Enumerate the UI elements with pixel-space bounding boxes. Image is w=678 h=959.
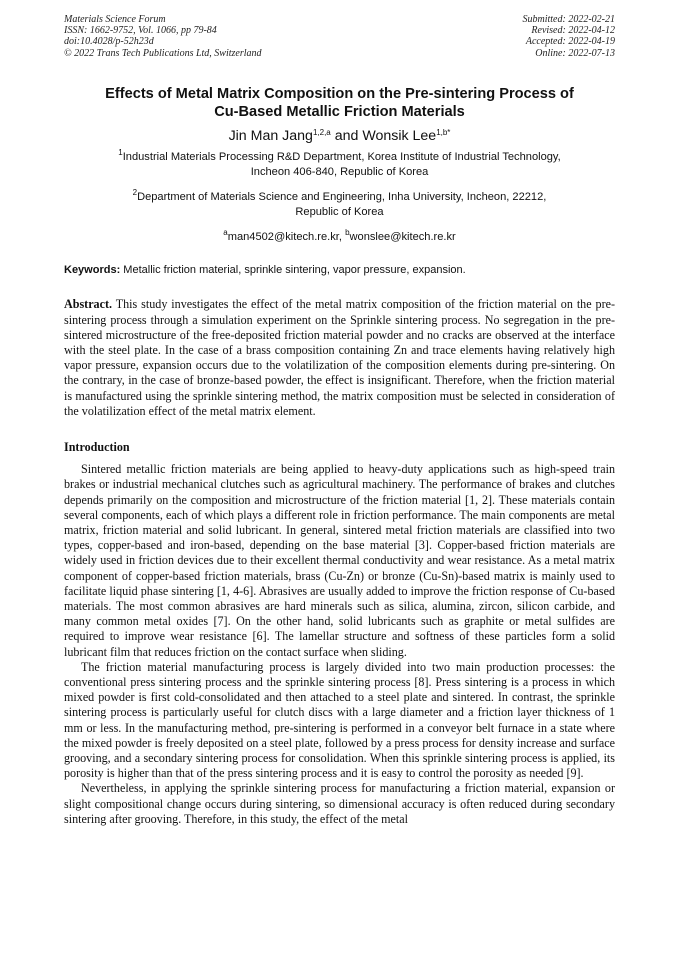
paper-title <box>64 85 615 121</box>
author-1-affiliation-mark: 1,2,a <box>312 127 331 137</box>
journal-header <box>64 14 615 59</box>
abstract-section <box>64 297 615 419</box>
doi: doi:10.4028/p-52h23d <box>64 36 154 48</box>
email-1[interactable]: man4502@kitech.re.kr <box>227 230 339 243</box>
keywords-text: Metallic friction material, sprinkle sintering, vapor pressure, expansion. <box>120 264 466 277</box>
submission-dates <box>523 14 616 59</box>
email-1-mark: a <box>223 227 228 237</box>
email-2-mark: b <box>345 227 350 237</box>
submitted-date: Submitted: 2022-02-21 <box>522 14 615 25</box>
affiliation-2-line-2: Republic of Korea <box>295 206 384 219</box>
author-list <box>64 127 615 145</box>
affiliation-2-text-1: Department of Materials Science and Engineering, Inha University, Incheon, 22212, <box>137 190 547 203</box>
accepted-date: Accepted: 2022-04-19 <box>525 36 615 48</box>
author-2-name: Wonsik Lee <box>362 127 437 144</box>
abstract-text: This study investigates the effect of the metal matrix composition of the friction material on the pre-sintering process through a simulation experiment on the Sprinkle sintering process. No segregation in the pre-sintered microstructure of the free-deposited friction material powder and no cracks are observed at the interface with the steel plate. In the case of a brass composition containing Zn and trace elements having relatively high vapor pressure, expansion occurs due to the volatilization of the composition elements during pre-sintering. On the contrary, in the case of bronze-based powder, the effect is insignificant. Therefore, when the friction material is manufactured using the sprinkle sintering method, the matrix composition must be selected in consideration of the volatilization effect of the metal matrix element. <box>64 297 615 418</box>
affiliation-1 <box>64 147 615 181</box>
affiliation-1-mark: 1 <box>118 147 123 157</box>
title-line-1: Effects of Metal Matrix Composition on the Pre-sintering Process of <box>105 85 574 102</box>
revised-date: Revised: 2022-04-12 <box>531 25 615 37</box>
introduction-paragraph-2: The friction material manufacturing process is largely divided into two main production processes: the conventional press sintering process and the sprinkle sintering process [8]. Press sintering is a process in which mixed powder is first cold-consolidated and then attached to a steel plate and sintered. In contrast, the sprinkle sintering process is particularly useful for clutch discs with a large diameter and a friction layer thickness of 1 mm or less. In the manufacturing method, pre-sintering is performed in a conveyor belt furnace in a state where the mixed powder is freely deposited on a steel plate, followed by a press process for density increase and surface grooving, and a secondary sintering process for consolidation. When this sprinkle sintering process is applied, its porosity is higher than that of the press sintering process and it is easy to control the porosity as needed [9]. <box>64 659 615 781</box>
author-emails <box>64 227 615 246</box>
keywords-section <box>64 263 615 278</box>
affiliation-2-line-1 <box>64 187 615 206</box>
issn-volume: ISSN: 1662-9752, Vol. 1066, pp 79-84 <box>64 25 217 37</box>
author-1-name: Jin Man Jang <box>228 127 313 144</box>
journal-name: Materials Science Forum <box>64 14 166 25</box>
title-line-2: Cu-Based Metallic Friction Materials <box>214 103 465 120</box>
keywords-label: Keywords: <box>64 264 121 277</box>
author-connector: and <box>330 127 363 144</box>
affiliation-1-line-2: Incheon 406-840, Republic of Korea <box>250 166 429 179</box>
introduction-paragraph-3: Nevertheless, in applying the sprinkle sintering process for manufacturing a friction material, expansion or slight compositional change occurs during sintering, so dimensional accuracy is often reduced during secondary sintering after grooving. Therefore, in this study, the effect of the metal <box>64 781 615 826</box>
publication-info <box>64 14 262 59</box>
introduction-heading: Introduction <box>64 439 130 454</box>
online-date: Online: 2022-07-13 <box>535 47 615 59</box>
author-2-affiliation-mark: 1,b* <box>436 127 451 137</box>
affiliation-1-line-1 <box>64 147 615 166</box>
introduction-paragraph-1: Sintered metallic friction materials are being applied to heavy-duty applications such as high-speed train brakes or industrial mechanical clutches such as agricultural machinery. The performance of brakes and clutches depends primarily on the composition and microstructure of the friction material [1, 2]. These materials contain several components, each of which plays a different role in friction performance. The main components are metal matrix, friction material and solid lubricant. In general, sintered metal friction materials are classified into two types, copper-based and iron-based, depending on the base material [3]. Copper-based friction materials are widely used in friction devices due to their excellent thermal conductivity and wear resistance. As a metal matrix component of copper-based friction materials, brass (Cu-Zn) or bronze (Cu-Sn)-based matrix is mainly used to facilitate liquid phase sintering [1, 4-6]. Abrasives are usually added to improve the friction response of Cu-based materials. The most common abrasives are hard minerals such as silica, alumina, zircon, silicon carbide, and many common metal oxides [7]. On the other hand, solid lubricants such as graphite or metal sulfides are required to improve wear resistance [6]. The lamellar structure and softness of these particles form a solid lubricant film that reduces friction on the contact surface when sliding. <box>64 462 615 659</box>
affiliation-2 <box>64 187 615 221</box>
email-2[interactable]: wonslee@kitech.re.kr <box>349 230 456 243</box>
affiliation-2-mark: 2 <box>132 187 138 197</box>
copyright: © 2022 Trans Tech Publications Ltd, Switzerland <box>64 47 262 59</box>
email-separator: , <box>338 230 346 243</box>
affiliation-1-text-1: Industrial Materials Processing R&D Department, Korea Institute of Industrial Technology, <box>122 150 561 163</box>
abstract-label: Abstract. <box>64 297 113 312</box>
